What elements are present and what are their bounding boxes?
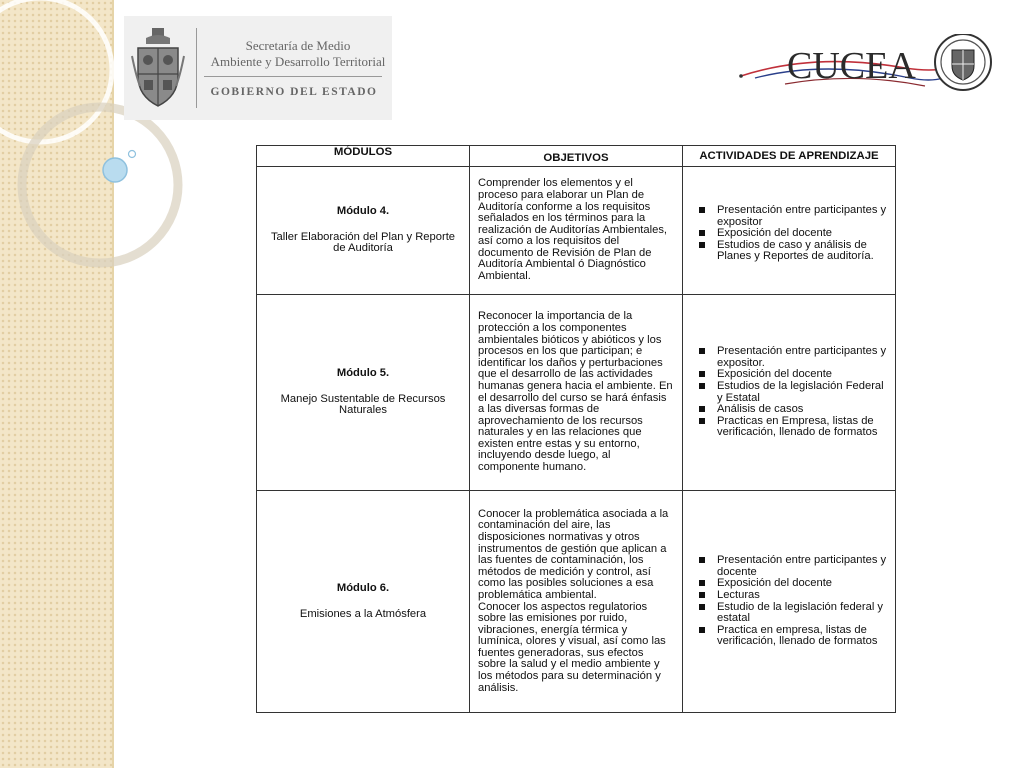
objective-cell: Comprender los elementos y el proceso para elaborar un Plan de Auditoría conforme a los requisitos señalados en los términos para la realización de Auditorías Ambientales, así como a los requisitos del documento de Revisión de Plan de Auditoría Ambiental ó Diagnóstico Ambiental. [469, 167, 682, 295]
list-item: Presentación entre participantes y expositor. [691, 346, 887, 369]
org-name-line1: Secretaría de Medio [245, 38, 351, 53]
org-name-line2: Ambiente y Desarrollo Territorial [210, 54, 386, 69]
header-actividades: ACTIVIDADES DE APRENDIZAJE [682, 146, 895, 167]
header-objetivos: OBJETIVOS [469, 146, 682, 167]
module-name: Manejo Sustentable de Recursos Naturales [280, 392, 446, 417]
cucea-logo-text: CUCEA [787, 45, 916, 87]
state-government-logo [124, 16, 392, 120]
activities-cell [682, 295, 895, 491]
activities-list [691, 205, 887, 263]
activities-list [691, 555, 887, 648]
list-item: Presentación entre participantes y docente [691, 555, 887, 578]
module-title: Módulo 6. [336, 581, 390, 594]
activities-list [691, 346, 887, 439]
module-cell [257, 295, 470, 491]
table-row [257, 295, 896, 491]
module-name: Emisiones a la Atmósfera [299, 607, 427, 620]
list-item: Estudio de la legislación federal y estatal [691, 602, 887, 625]
list-item: Exposición del docente [691, 369, 887, 381]
module-name: Taller Elaboración del Plan y Reporte de Auditoría [270, 230, 456, 255]
org-name-line3: GOBIERNO DEL ESTADO [210, 86, 378, 98]
list-item: Estudios de la legislación Federal y Estatal [691, 381, 887, 404]
header-modulos: MÓDULOS [257, 146, 470, 167]
objective-cell: Reconocer la importancia de la protección a los componentes ambientales bióticos y abióticos y los procesos en los que participan; e identificar los daños y perturbaciones que el desarrollo de las actividades humanas genera hacia el ambiente. En el desarrollo del curso se hará énfasis a las diversas formas de aprovechamiento de los recursos naturales y en las relaciones que existen entre estas y su entorno, incluyendo desde luego, al componente humano. [469, 295, 682, 491]
table-row [257, 167, 896, 295]
module-title: Módulo 5. [336, 367, 390, 380]
table-header-row [257, 146, 896, 167]
objective-cell [469, 491, 682, 713]
table-row [257, 491, 896, 713]
module-cell [257, 491, 470, 713]
list-item: Presentación entre participantes y expositor [691, 205, 887, 228]
logo-underline [204, 76, 382, 77]
list-item: Exposición del docente [691, 228, 887, 240]
module-cell [257, 167, 470, 295]
cucea-logo [735, 34, 997, 94]
list-item: Estudios de caso y análisis de Planes y Reportes de auditoría. [691, 240, 887, 263]
list-item: Lecturas [691, 590, 887, 602]
list-item: Exposición del docente [691, 578, 887, 590]
list-item: Practicas en Empresa, listas de verificación, llenado de formatos [691, 416, 887, 439]
activities-cell [682, 491, 895, 713]
objective-paragraph: Conocer los aspectos regulatorios sobre las emisiones por ruido, vibraciones, energía térmica y lumínica, olores y visual, así como las fuentes generadoras, sus efectos sobre la salud y el medio ambiente y los métodos para su determinación y análisis. [477, 600, 666, 694]
list-item: Practica en empresa, listas de verificación, llenado de formatos [691, 625, 887, 648]
module-title: Módulo 4. [336, 205, 390, 218]
list-item: Análisis de casos [691, 404, 887, 416]
objective-paragraph: Conocer la problemática asociada a la contaminación del aire, las disposiciones normativas y otros instrumentos de gestión que aplican a las fuentes de contaminación, los métodos de medición y control, así como las posibles soluciones a esa problemática ambiental. [477, 507, 669, 601]
modules-table [256, 145, 896, 713]
activities-cell [682, 167, 895, 295]
